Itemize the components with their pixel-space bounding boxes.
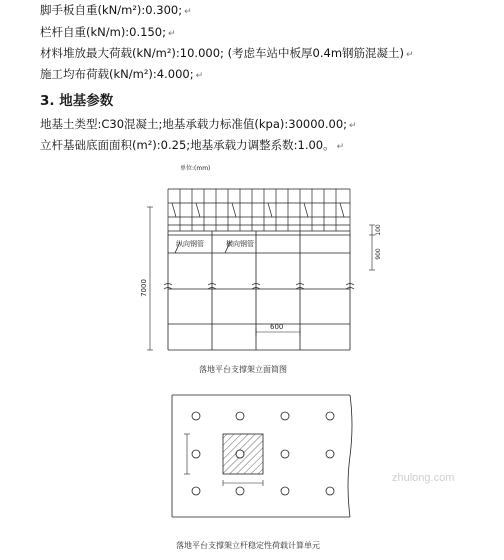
railing-group: [168, 189, 350, 231]
dimension-100-label: 100: [375, 224, 382, 236]
text-construction-load: 施工均布荷载(kN/m²):4.000;: [40, 67, 194, 81]
paragraph-mark: ↵: [336, 142, 345, 152]
dimension-600-label: 600: [270, 323, 284, 331]
paragraph-mark: ↵: [406, 50, 414, 60]
paragraph-mark: ↵: [184, 7, 192, 17]
label-transverse-pipe: 横向钢管: [226, 240, 254, 248]
text-railing-weight: 栏杆自重(kN/m):0.150;: [40, 25, 166, 39]
break-symbols: [164, 284, 354, 290]
dimension-height-label: 7000: [140, 279, 148, 297]
text-line-material-load: [40, 45, 414, 61]
text-foundation-area: 立杆基础底面面积(m²):0.25;地基承载力调整系数:1.00。: [40, 138, 335, 152]
text-deck-weight: 脚手板自重(kN/m²):0.300;: [40, 3, 183, 17]
figure-elevation-diagram: [0, 160, 504, 385]
paragraph-mark: ↵: [195, 71, 204, 81]
text-material-load: 材料堆放最大荷载(kN/m²):10.000; (考虑车站中板厚0.4m钢筋混凝土): [40, 46, 405, 60]
text-line-railing-weight: [40, 24, 176, 40]
figure2-caption: 落地平台支撑架立杆稳定性荷载计算单元: [176, 541, 320, 550]
dimension-900-label: 900: [375, 248, 382, 260]
text-line-foundation-type: [40, 116, 357, 132]
paragraph-mark: ↵: [167, 29, 176, 39]
section-heading: 3. 地基参数: [40, 93, 114, 109]
figure-unit-label: 单位:(mm): [180, 165, 211, 172]
label-longitudinal-pipe: 纵向钢管: [176, 240, 204, 248]
watermark: zhulong.com: [392, 472, 455, 484]
text-line-deck-weight: [40, 2, 192, 18]
text-line-construction-load: [40, 66, 203, 82]
figure1-caption: 落地平台支撑架立面简图: [199, 365, 287, 374]
paragraph-mark: ↵: [349, 121, 357, 131]
dimension-height: [147, 207, 153, 350]
text-foundation-type: 地基土类型:C30混凝土;地基承载力标准值(kpa):30000.00;: [40, 117, 348, 131]
text-line-foundation-area: [40, 137, 344, 153]
